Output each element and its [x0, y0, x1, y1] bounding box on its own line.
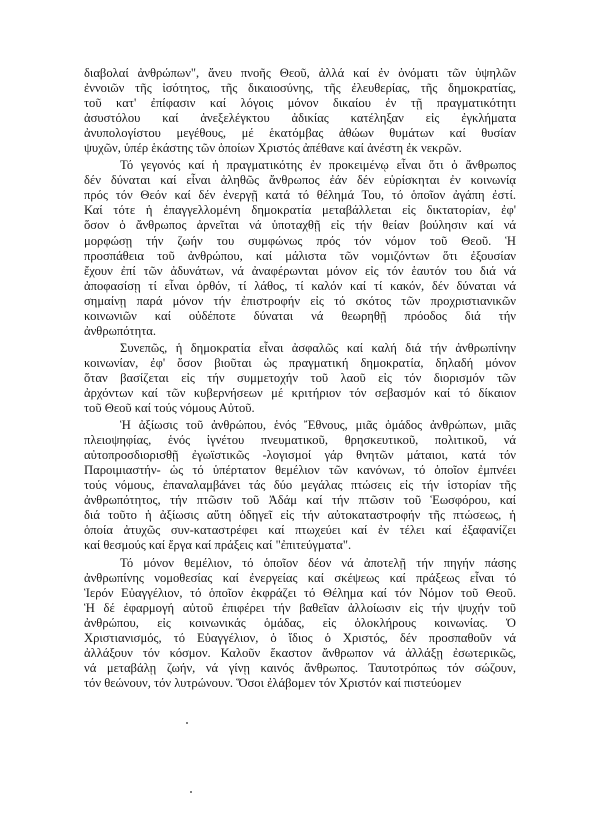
text-line: σημαίνῃ παρά μόνον τήν ἐπιστροφήν εἰς τό σκότος τῶν προχριστιανικῶν — [84, 293, 516, 308]
text-line: ὅταν βασίζεται εἰς τήν συμμετοχήν τοῦ λαοῦ εἰς τόν διορισμόν τῶν — [84, 370, 516, 385]
paragraph — [84, 158, 516, 339]
paragraph — [84, 66, 516, 156]
text-line: ἀλλάξουν τόν κόσμον. Καλοῦν ἕκαστον ἄνθρωπον νά ἀλλάξῃ ἐσωτερικῶς, — [84, 645, 516, 660]
text-line: νά μεταβάλῃ ζωήν, νά γίνῃ καινός ἄνθρωπος. Ταυτοτρόπως τόν σώζουν, — [84, 660, 516, 675]
text-line: μορφώσῃ τήν ζωήν του συμφώνως πρός τόν νόμον τοῦ Θεοῦ. Ἡ — [84, 233, 516, 248]
text-line: καί θεσμούς καί ἔργα καί πράξεις καί "ἐπιτεύγματα". — [84, 538, 352, 553]
text-line: κοινωνιῶν καί οὐδέποτε δύναται νά θεωρηθῇ πρόοδος διά τήν — [84, 308, 516, 323]
paragraph — [84, 556, 516, 691]
text-line: αὐτοπροσδιορισθῇ ἐγωϊστικῶς -λογισμοί γάρ θνητῶν μάταιοι, κατά τόν — [84, 448, 516, 463]
text-line: ἀνθρωπότητα. — [84, 323, 157, 338]
text-line: τοῦ Θεοῦ καί τούς νόμους Αὐτοῦ. — [84, 401, 255, 416]
text-line: κοινωνίαν, ἐφ' ὅσον βιοῦται ὡς πραγματική δημοκρατία, δηλαδή μόνον — [84, 355, 516, 370]
text-line: Καί τότε ἡ ἐπαγγελλομένη δημοκρατία μεταβάλλεται εἰς δικτατορίαν, ἐφ' — [84, 203, 516, 218]
paragraph — [84, 341, 516, 416]
scan-speck — [186, 722, 188, 724]
body-text — [84, 66, 516, 693]
text-line: διά τοῦτο ἡ ἀξίωσις αὕτη ὁδηγεῖ εἰς τήν αὐτοκαταστροφήν τῆς πτώσεως, ἡ — [84, 508, 516, 523]
text-line: Ἱερόν Εὐαγγέλιον, τό ὁποῖον ἐκφράζει τό Θέλημα καί τόν Νόμον τοῦ Θεοῦ. — [84, 585, 516, 600]
text-line: Ἡ δέ ἐφαρμογή αὐτοῦ ἐπιφέρει τήν βαθεῖαν ἀλλοίωσιν εἰς τήν ψυχήν τοῦ — [84, 600, 516, 615]
text-line: πλειοψηφίας, ἑνός ἰγνέτου πνευματικοῦ, θρησκευτικοῦ, πολιτικοῦ, νά — [84, 433, 516, 448]
text-line: ὁποία ἀτυχῶς συν-καταστρέφει καί πτωχεύει καί ἐν τέλει καί ἐξαφανίζει — [84, 523, 516, 538]
paragraph — [84, 418, 516, 553]
text-line: Τό μόνον θεμέλιον, τό ὁποῖον δέον νά ἀποτελῇ τήν πηγήν πάσης — [120, 555, 516, 570]
text-line: Παροιμιαστήν- ὡς τό ὑπέρτατον θεμέλιον τῶν κανόνων, τό ὁποῖον ἐμπνέει — [84, 463, 516, 478]
text-line: ἀνθρώπου, εἰς κοινωνικάς ὁμάδας, εἰς ὁλοκλήρους κοινωνίας. Ὁ — [84, 615, 516, 630]
text-line: ἀσυστόλου καί ἀνεξελέγκτου ἀδικίας κατέληξαν εἰς ἐγκλήματα — [84, 111, 516, 126]
scan-speck — [190, 791, 192, 793]
text-line: Τό γεγονός καί ἡ πραγματικότης ἐν προκειμένῳ εἶναι ὅτι ὁ ἄνθρωπος — [120, 158, 516, 173]
text-line: τόν θεώνουν, τόν λυτρώνουν. Ὅσοι ἐλάβομεν τόν Χριστόν καί πιστεύομεν — [84, 675, 462, 690]
text-line: ἀνυπολογίστου μεγέθους, μέ ἑκατόμβας ἀθώων θυμάτων καί θυσίαν — [84, 126, 516, 141]
text-line: διαβολαί ἀνθρώπων", ἄνευ πνοῆς Θεοῦ, ἀλλά καί ἐν ὀνόματι τῶν ὑψηλῶν — [84, 66, 516, 80]
text-line: ὅσον ὁ ἄνθρωπος ἀρνεῖται νά ὑποταχθῇ εἰς τήν θείαν βούλησιν καί νά — [84, 218, 516, 233]
text-line: Ἡ ἀξίωσις τοῦ ἀνθρώπου, ἑνός Ἔθνους, μιᾶς ὁμάδος ἀνθρώπων, μιᾶς — [120, 418, 516, 433]
text-line: ἀρχόντων καί τῶν κυβερνήσεων μέ κριτήριον τόν σεβασμόν καί τό δίκαιον — [84, 385, 516, 400]
text-line: τοῦ κατ' ἐπίφασιν καί λόγοις μόνον δικαίου ἐν τῇ πραγματικότητι — [84, 96, 516, 111]
text-line: ἔχουν ἐπί τῶν ἀδυνάτων, νά ἀναφέρωνται μόνον εἰς τόν ἑαυτόν του διά νά — [84, 263, 516, 278]
text-line: δέν δύναται καί εἶναι ἀληθῶς ἄνθρωπος ἐάν δέν εὑρίσκηται ἐν κοινωνίᾳ — [84, 173, 516, 188]
text-line: πρός τόν Θεόν καί δέν ἐνεργῇ κατά τό θέλημά Του, τό ὁποῖον ἀγάπη ἐστί. — [84, 188, 516, 203]
text-line: Χριστιανισμός, τό Εὐαγγέλιον, ὁ ἴδιος ὁ Χριστός, δέν προσπαθοῦν νά — [84, 630, 516, 645]
text-line: ψυχῶν, ὑπέρ ἑκάστης τῶν ὁποίων Χριστός ἀπέθανε καί ἀνέστη ἐκ νεκρῶν. — [84, 141, 462, 156]
text-line: ἀνθρωπότητος, τήν πτῶσιν τοῦ Ἀδάμ καί τήν πτῶσιν τοῦ Ἑωσφόρου, καί — [84, 493, 516, 508]
text-line: ἐννοιῶν τῆς ἰσότητος, τῆς δικαιοσύνης, τῆς ἐλευθερίας, τῆς δημοκρατίας, — [84, 81, 516, 96]
text-line: προσπάθεια τοῦ ἀνθρώπου, καί μάλιστα τῶν νομιζόντων ὅτι ἐξουσίαν — [84, 248, 516, 263]
text-line: ἀποφασίσῃ τί εἶναι ὀρθόν, τί λάθος, τί καλόν καί τί κακόν, δέν δύναται νά — [84, 278, 516, 293]
text-line: τούς νόμους, ἐπαναλαμβάνει τάς δύο μεγάλας πτώσεις εἰς τήν ἱστορίαν τῆς — [84, 478, 516, 493]
text-line: ἀνθρωπίνης νομοθεσίας καί ἐνεργείας καί σκέψεως καί πράξεως εἶναι τό — [84, 570, 516, 585]
text-line: Συνεπῶς, ἡ δημοκρατία εἶναι ἀσφαλῶς καί καλή διά τήν ἀνθρωπίνην — [120, 340, 516, 355]
